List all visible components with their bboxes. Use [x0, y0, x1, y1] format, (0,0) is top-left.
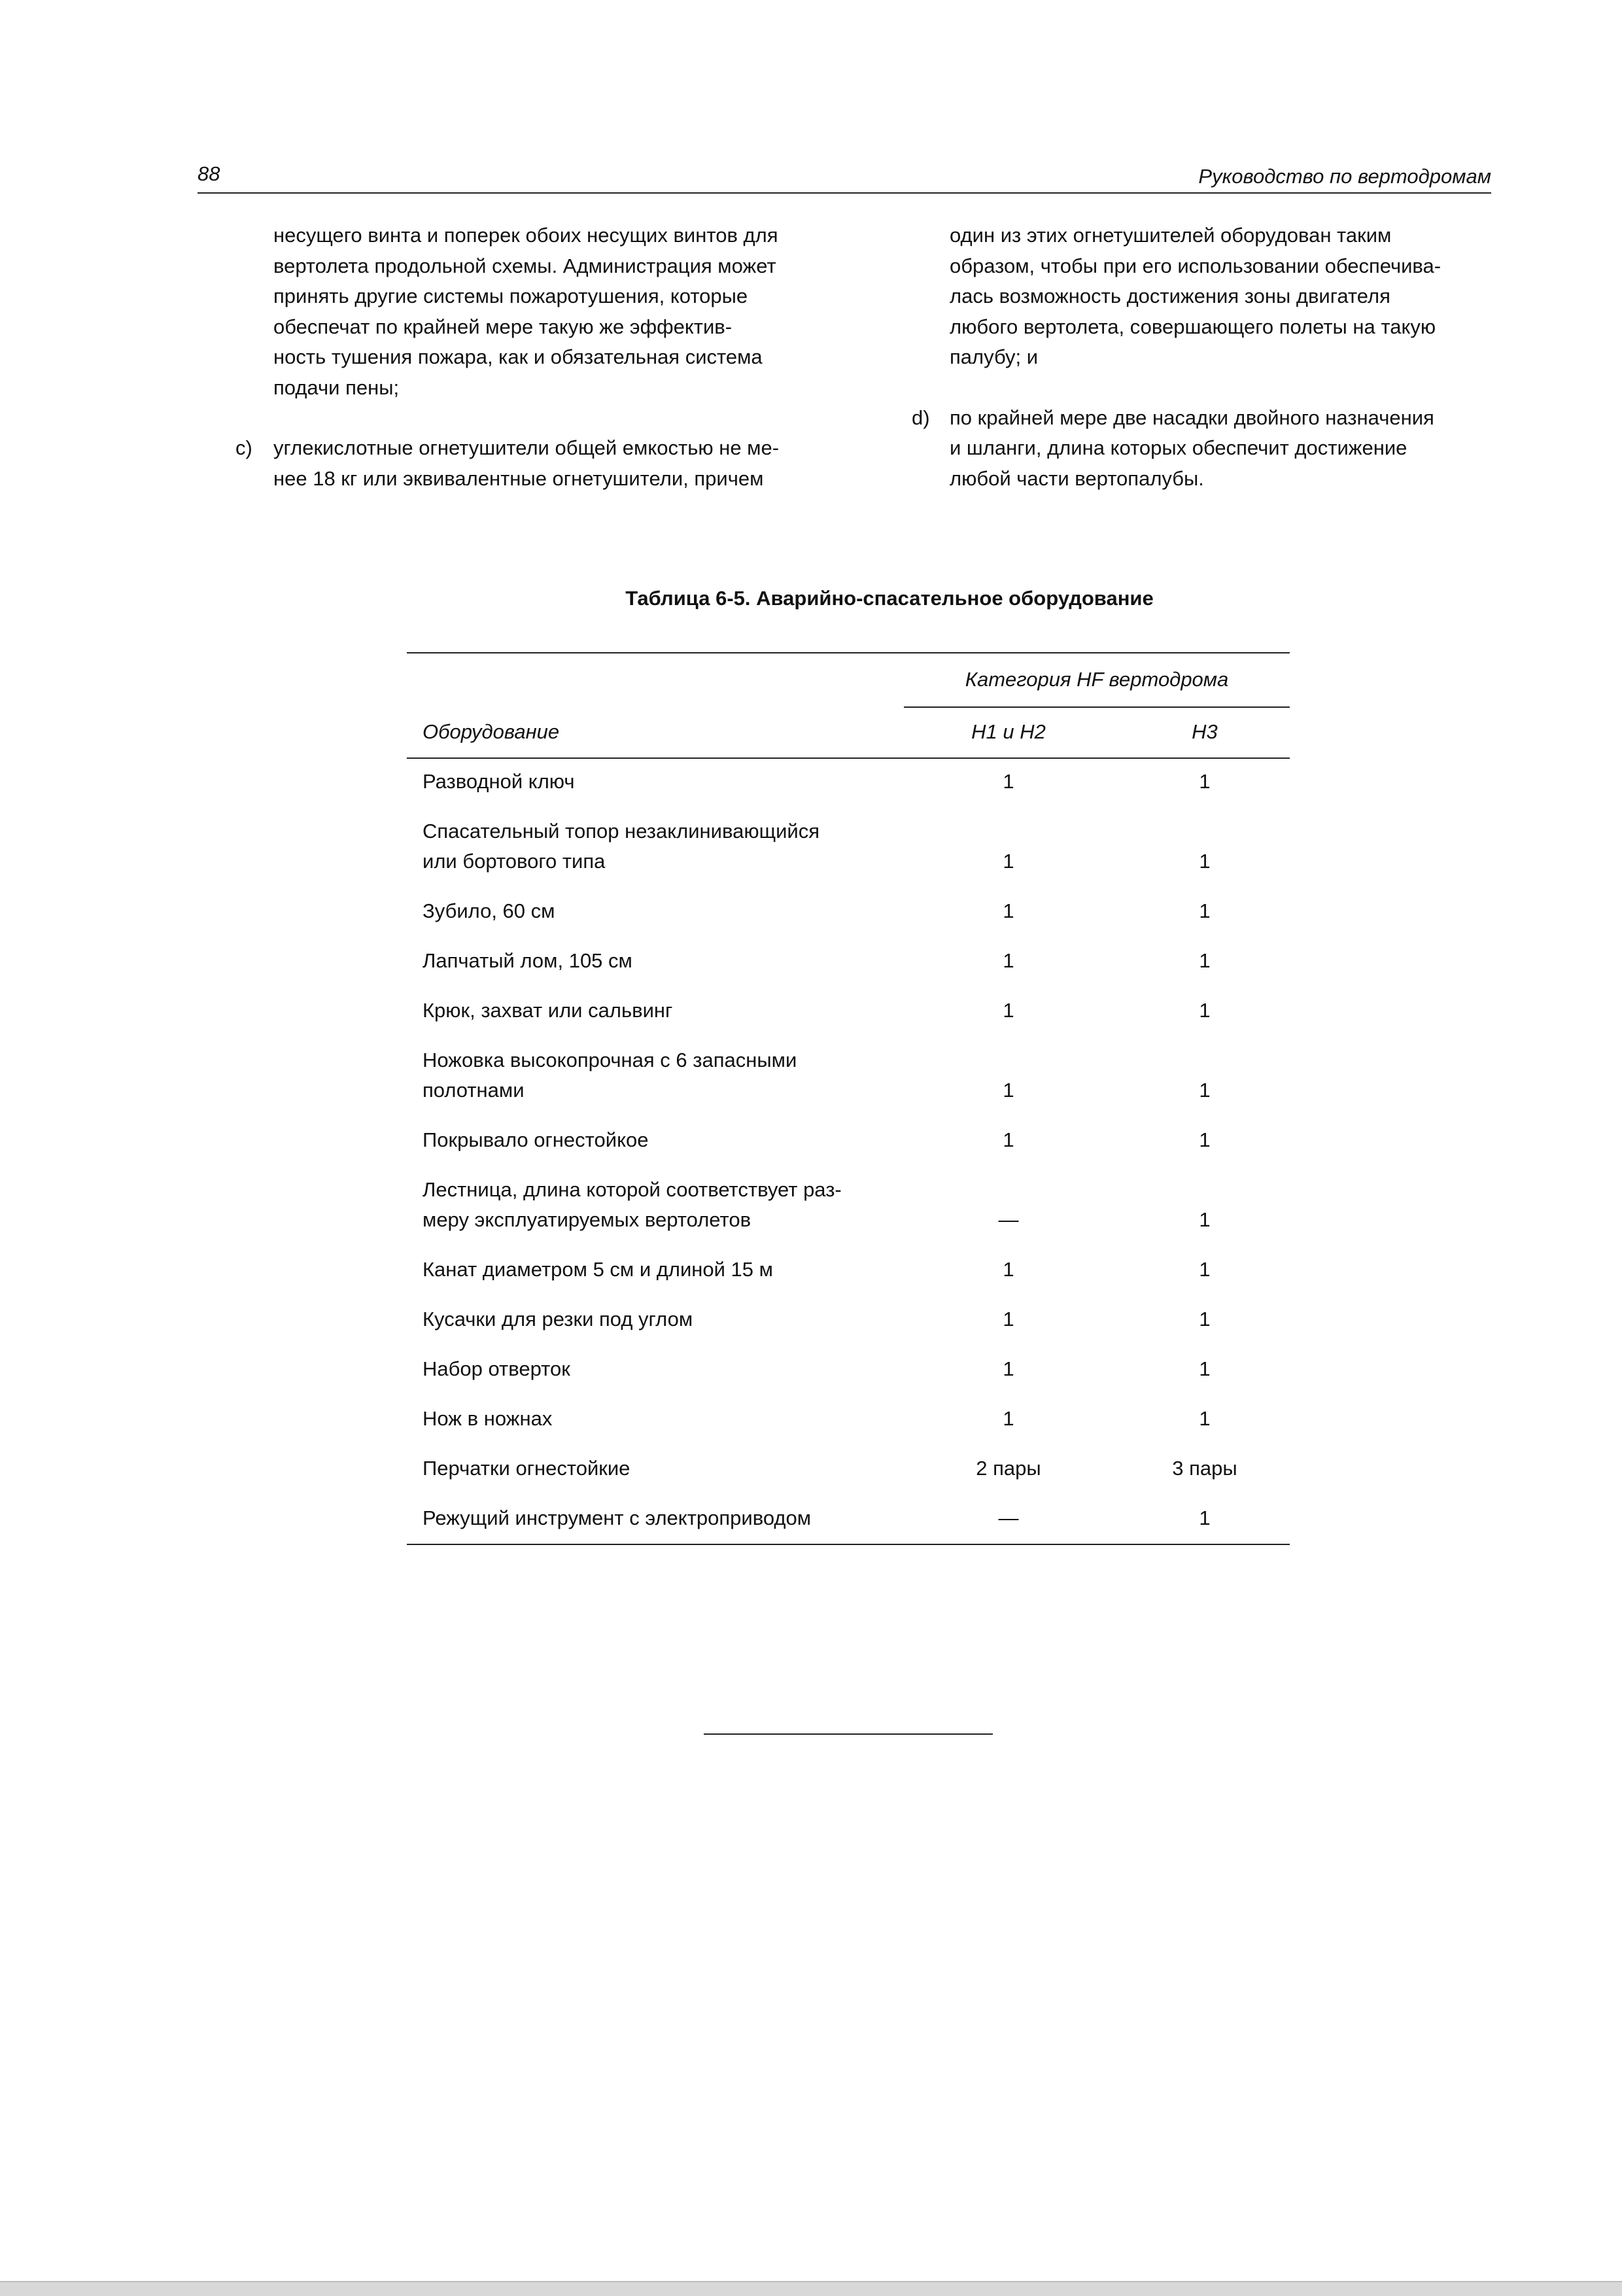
text-line: образом, чтобы при его использовании обеспечива-	[950, 254, 1441, 277]
cell-equipment-line: Зубило, 60 см	[423, 899, 555, 922]
cell-equipment	[423, 896, 906, 926]
table-row	[407, 767, 1290, 816]
category-header-rule	[904, 706, 1290, 708]
text-line: подачи пены;	[273, 375, 400, 399]
table-row	[407, 896, 1290, 946]
cell-equipment	[423, 1175, 906, 1235]
cell-h3: 1	[1199, 1357, 1211, 1380]
cell-equipment-line: Нож в ножнах	[423, 1407, 553, 1430]
cell-h1-h2: 1	[1003, 1308, 1014, 1331]
category-header: Категория HF вертодрома	[965, 668, 1229, 691]
page-number: 88	[198, 162, 220, 185]
cell-h1-h2: 1	[1003, 850, 1014, 873]
column-header-h1-h2: H1 и H2	[971, 720, 1046, 743]
scan-edge	[0, 2281, 1622, 2296]
cell-equipment-line: Спасательный топор незаклинивающийся	[423, 820, 820, 843]
left-column	[235, 220, 818, 494]
cell-h1-h2: 1	[1003, 899, 1014, 922]
cell-equipment-line: Лапчатый лом, 105 см	[423, 949, 632, 972]
cell-h3: 1	[1199, 899, 1211, 922]
list-item-c	[235, 433, 818, 494]
cell-equipment	[423, 1354, 906, 1384]
cell-equipment-line: меру эксплуатируемых вертолетов	[423, 1208, 751, 1231]
table-row	[407, 1304, 1290, 1354]
table-top-rule	[407, 652, 1290, 653]
cell-h3: 1	[1199, 1128, 1211, 1151]
cell-h1-h2: 1	[1003, 1128, 1014, 1151]
cell-equipment-line: Режущий инструмент с электроприводом	[423, 1506, 812, 1529]
table-row	[407, 1125, 1290, 1175]
text-line: углекислотные огнетушители общей емкостью не ме-	[273, 436, 780, 459]
list-marker: c)	[235, 436, 252, 459]
table-row	[407, 1175, 1290, 1255]
text-line: любого вертолета, совершающего полеты на такую	[950, 315, 1436, 338]
text-line: по крайней мере две насадки двойного назначения	[950, 406, 1434, 429]
cell-h3: 1	[1199, 1407, 1211, 1430]
table-caption: Таблица 6-5. Аварийно-спасательное оборудование	[625, 587, 1154, 610]
text-line: нее 18 кг или эквивалентные огнетушители, причем	[273, 466, 764, 490]
cell-equipment	[423, 996, 906, 1026]
table-bottom-rule	[407, 1544, 1290, 1545]
cell-h3: 1	[1199, 850, 1211, 873]
table-row	[407, 1503, 1290, 1553]
cell-equipment-line: Крюк, захват или сальвинг	[423, 999, 673, 1022]
list-item-d	[912, 403, 1494, 495]
table-row	[407, 1404, 1290, 1453]
cell-h1-h2: 2 пары	[976, 1457, 1041, 1480]
cell-h1-h2: —	[998, 1506, 1019, 1529]
text-line: и шланги, длина которых обеспечит достижение	[950, 436, 1407, 459]
cell-equipment	[423, 1453, 906, 1484]
text-line: ность тушения пожара, как и обязательная система	[273, 345, 763, 368]
cell-h3: 1	[1199, 999, 1211, 1022]
cell-equipment-line: Разводной ключ	[423, 770, 575, 793]
cell-equipment-line: полотнами	[423, 1079, 525, 1102]
table-row	[407, 1255, 1290, 1304]
footer-rule	[704, 1733, 993, 1735]
text-line: лась возможность достижения зоны двигателя	[950, 285, 1390, 307]
table-row	[407, 1045, 1290, 1125]
table-row	[407, 996, 1290, 1045]
cell-equipment	[423, 946, 906, 976]
cell-equipment	[423, 1045, 906, 1105]
cell-equipment-line: Перчатки огнестойкие	[423, 1457, 630, 1480]
cell-h1-h2: 1	[1003, 1258, 1014, 1281]
text-line: вертолета продольной схемы. Администрация может	[273, 254, 776, 277]
right-paragraph	[950, 220, 1494, 373]
table-header-rule	[407, 757, 1290, 759]
table-body	[407, 767, 1290, 1553]
cell-equipment	[423, 816, 906, 877]
cell-h3: 1	[1199, 1079, 1211, 1102]
cell-h1-h2: 1	[1003, 949, 1014, 972]
running-title: Руководство по вертодромам	[1198, 165, 1491, 188]
text-line: любой части вертопалубы.	[950, 466, 1204, 490]
cell-equipment	[423, 767, 906, 797]
cell-equipment-line: Ножовка высокопрочная с 6 запасными	[423, 1049, 797, 1071]
cell-h3: 1	[1199, 770, 1211, 793]
cell-equipment	[423, 1125, 906, 1155]
table-row	[407, 1453, 1290, 1503]
cell-equipment-line: Канат диаметром 5 см и длиной 15 м	[423, 1258, 773, 1281]
cell-equipment-line: Кусачки для резки под углом	[423, 1308, 693, 1331]
list-marker: d)	[912, 406, 930, 429]
left-paragraph	[273, 220, 818, 403]
cell-equipment-line: Покрывало огнестойкое	[423, 1128, 649, 1151]
cell-equipment-line: или бортового типа	[423, 850, 606, 873]
text-line: несущего винта и поперек обоих несущих винтов для	[273, 224, 778, 247]
cell-equipment-line: Лестница, длина которой соответствует раз-	[423, 1178, 842, 1201]
column-header-h3: H3	[1192, 720, 1218, 743]
cell-h1-h2: 1	[1003, 770, 1014, 793]
cell-h3: 1	[1199, 949, 1211, 972]
cell-h3: 1	[1199, 1308, 1211, 1331]
cell-equipment	[423, 1503, 906, 1533]
table-row	[407, 1354, 1290, 1404]
cell-equipment	[423, 1304, 906, 1334]
right-column	[912, 220, 1494, 494]
table-row	[407, 946, 1290, 996]
table-row	[407, 816, 1290, 896]
cell-h3: 1	[1199, 1506, 1211, 1529]
cell-h3: 1	[1199, 1258, 1211, 1281]
column-header-equipment: Оборудование	[423, 720, 560, 743]
cell-equipment	[423, 1404, 906, 1434]
cell-equipment	[423, 1255, 906, 1285]
cell-h1-h2: 1	[1003, 1407, 1014, 1430]
text-line: принять другие системы пожаротушения, которые	[273, 285, 748, 307]
text-line: один из этих огнетушителей оборудован таким	[950, 224, 1392, 247]
cell-equipment-line: Набор отверток	[423, 1357, 570, 1380]
text-line: обеспечат по крайней мере такую же эффектив-	[273, 315, 733, 338]
cell-h3: 1	[1199, 1208, 1211, 1231]
cell-h3: 3 пары	[1172, 1457, 1237, 1480]
text-line: палубу; и	[950, 345, 1039, 368]
header-rule	[198, 192, 1491, 194]
cell-h1-h2: 1	[1003, 1357, 1014, 1380]
cell-h1-h2: —	[998, 1208, 1019, 1231]
cell-h1-h2: 1	[1003, 999, 1014, 1022]
cell-h1-h2: 1	[1003, 1079, 1014, 1102]
